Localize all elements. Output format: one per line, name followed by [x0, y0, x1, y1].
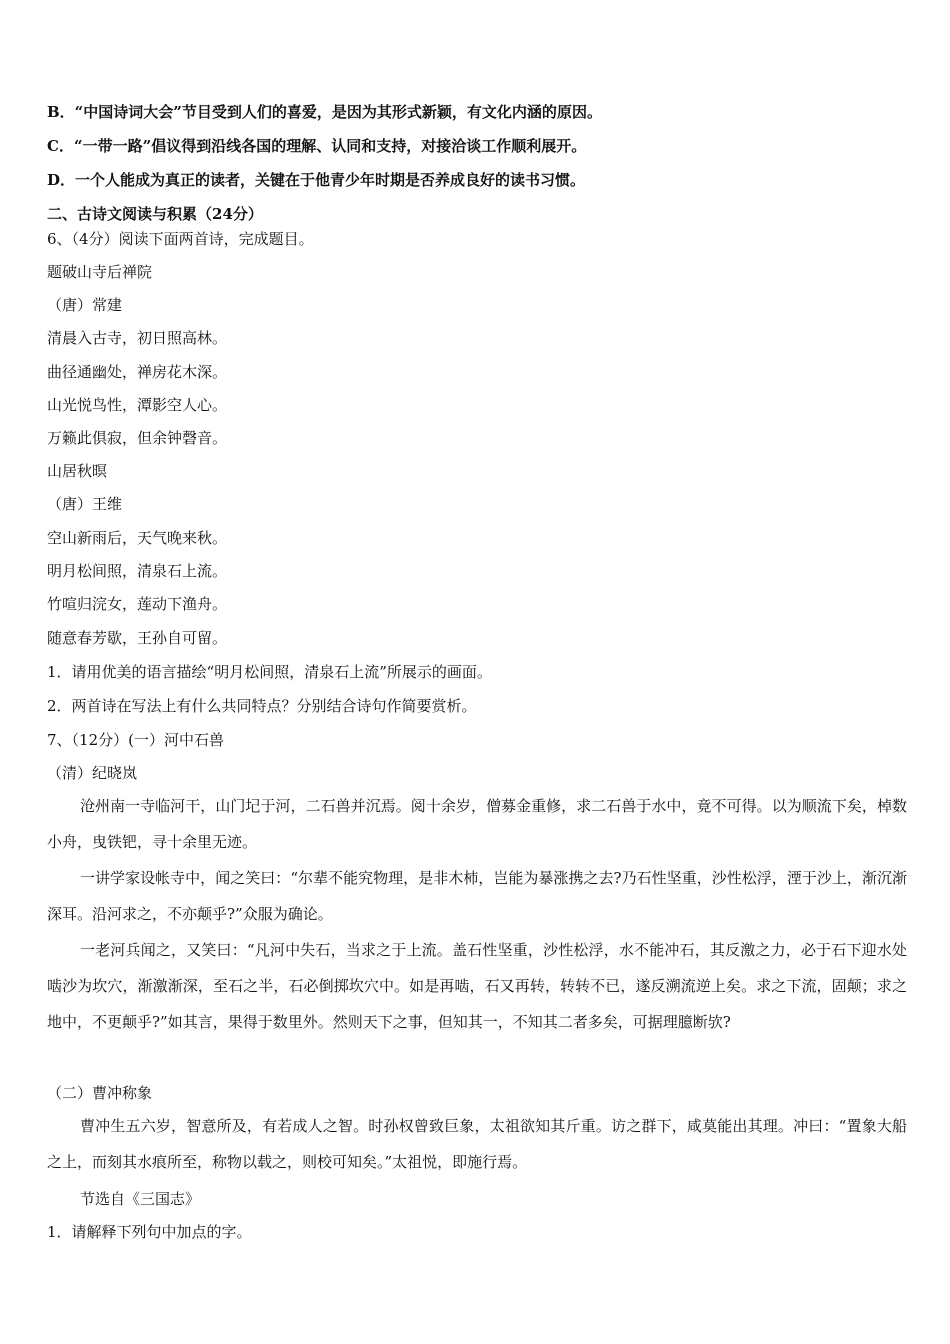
- question-7-author: （清）纪晓岚: [47, 764, 138, 782]
- passage-2-title: （二）曹冲称象: [47, 1084, 153, 1102]
- poem-line: 明月松间照，清泉石上流。: [47, 562, 228, 580]
- passage-paragraph: 一讲学家设帐寺中，闻之笑曰：“尔辈不能究物理，是非木杮，岂能为暴涨携之去?乃石性坚重，沙性松浮，湮于沙上，渐沉渐深耳。沿河求之，不亦颠乎?”众服为确论。: [47, 869, 907, 923]
- passage-paragraph: 一老河兵闻之，又笑曰：“凡河中失石，当求之于上流。盖石性坚重，沙性松浮，水不能冲石，其反激之力，必于石下迎水处啮沙为坎穴，渐激渐深，至石之半，石必倒掷坎穴中。如是再啮，石又再转，转转不已，遂反溯流逆上矣。求之下流，固颠；求之地中，不更颠乎?”如其言，果得于数里外。然则天下之事，但知其一，不知其二者多矣，可据理臆断欤?: [47, 941, 907, 1031]
- question-6-2: 2．两首诗在写法上有什么共同特点？分别结合诗句作简要赏析。: [47, 697, 477, 715]
- poem-2-title: 山居秋暝: [47, 462, 108, 480]
- poem-line: 随意春芳歇，王孙自可留。: [47, 629, 228, 647]
- poem-line: 万籁此俱寂，但余钟磬音。: [47, 429, 228, 447]
- passage-paragraph: 沧州南一寺临河干，山门圮于河，二石兽并沉焉。阅十余岁，僧募金重修，求二石兽于水中，竟不可得。以为顺流下矣，棹数小舟，曳铁钯，寻十余里无迹。: [47, 797, 907, 851]
- poem-1-title: 题破山寺后禅院: [47, 263, 153, 281]
- poem-line: 山光悦鸟性，潭影空人心。: [47, 396, 228, 414]
- question-6-1: 1．请用优美的语言描绘“明月松间照，清泉石上流”所展示的画面。: [47, 663, 492, 681]
- question-6-intro: 6、（4分）阅读下面两首诗，完成题目。: [47, 230, 314, 248]
- question-7-intro: 7、（12分）(一）河中石兽: [47, 731, 224, 749]
- passage-paragraph: 曹冲生五六岁，智意所及，有若成人之智。时孙权曾致巨象，太祖欲知其斤重。访之群下，咸莫能出其理。冲曰：“置象大船之上，而刻其水痕所至，称物以载之，则校可知矣。”太祖悦，即施行焉。: [47, 1117, 907, 1171]
- poem-line: 曲径通幽处，禅房花木深。: [47, 363, 228, 381]
- poem-line: 空山新雨后，天气晚来秋。: [47, 529, 228, 547]
- poem-2-author: （唐）王维: [47, 495, 123, 513]
- poem-line: 清晨入古寺，初日照高林。: [47, 329, 228, 347]
- passage-source: 节选自《三国志》: [80, 1190, 201, 1208]
- option-d: D．一个人能成为真正的读者，关键在于他青少年时期是否养成良好的读书习惯。: [47, 171, 586, 189]
- option-c: C．“一带一路”倡议得到沿线各国的理解、认同和支持，对接洽谈工作顺利展开。: [47, 137, 587, 155]
- poem-line: 竹喧归浣女，莲动下渔舟。: [47, 595, 228, 613]
- poem-1-author: （唐）常建: [47, 296, 123, 314]
- option-b: B．“中国诗词大会”节目受到人们的喜爱，是因为其形式新颖，有文化内涵的原因。: [47, 103, 602, 121]
- question-7-1: 1．请解释下列句中加点的字。: [47, 1223, 252, 1241]
- section-heading: 二、古诗文阅读与积累（24分）: [47, 205, 263, 223]
